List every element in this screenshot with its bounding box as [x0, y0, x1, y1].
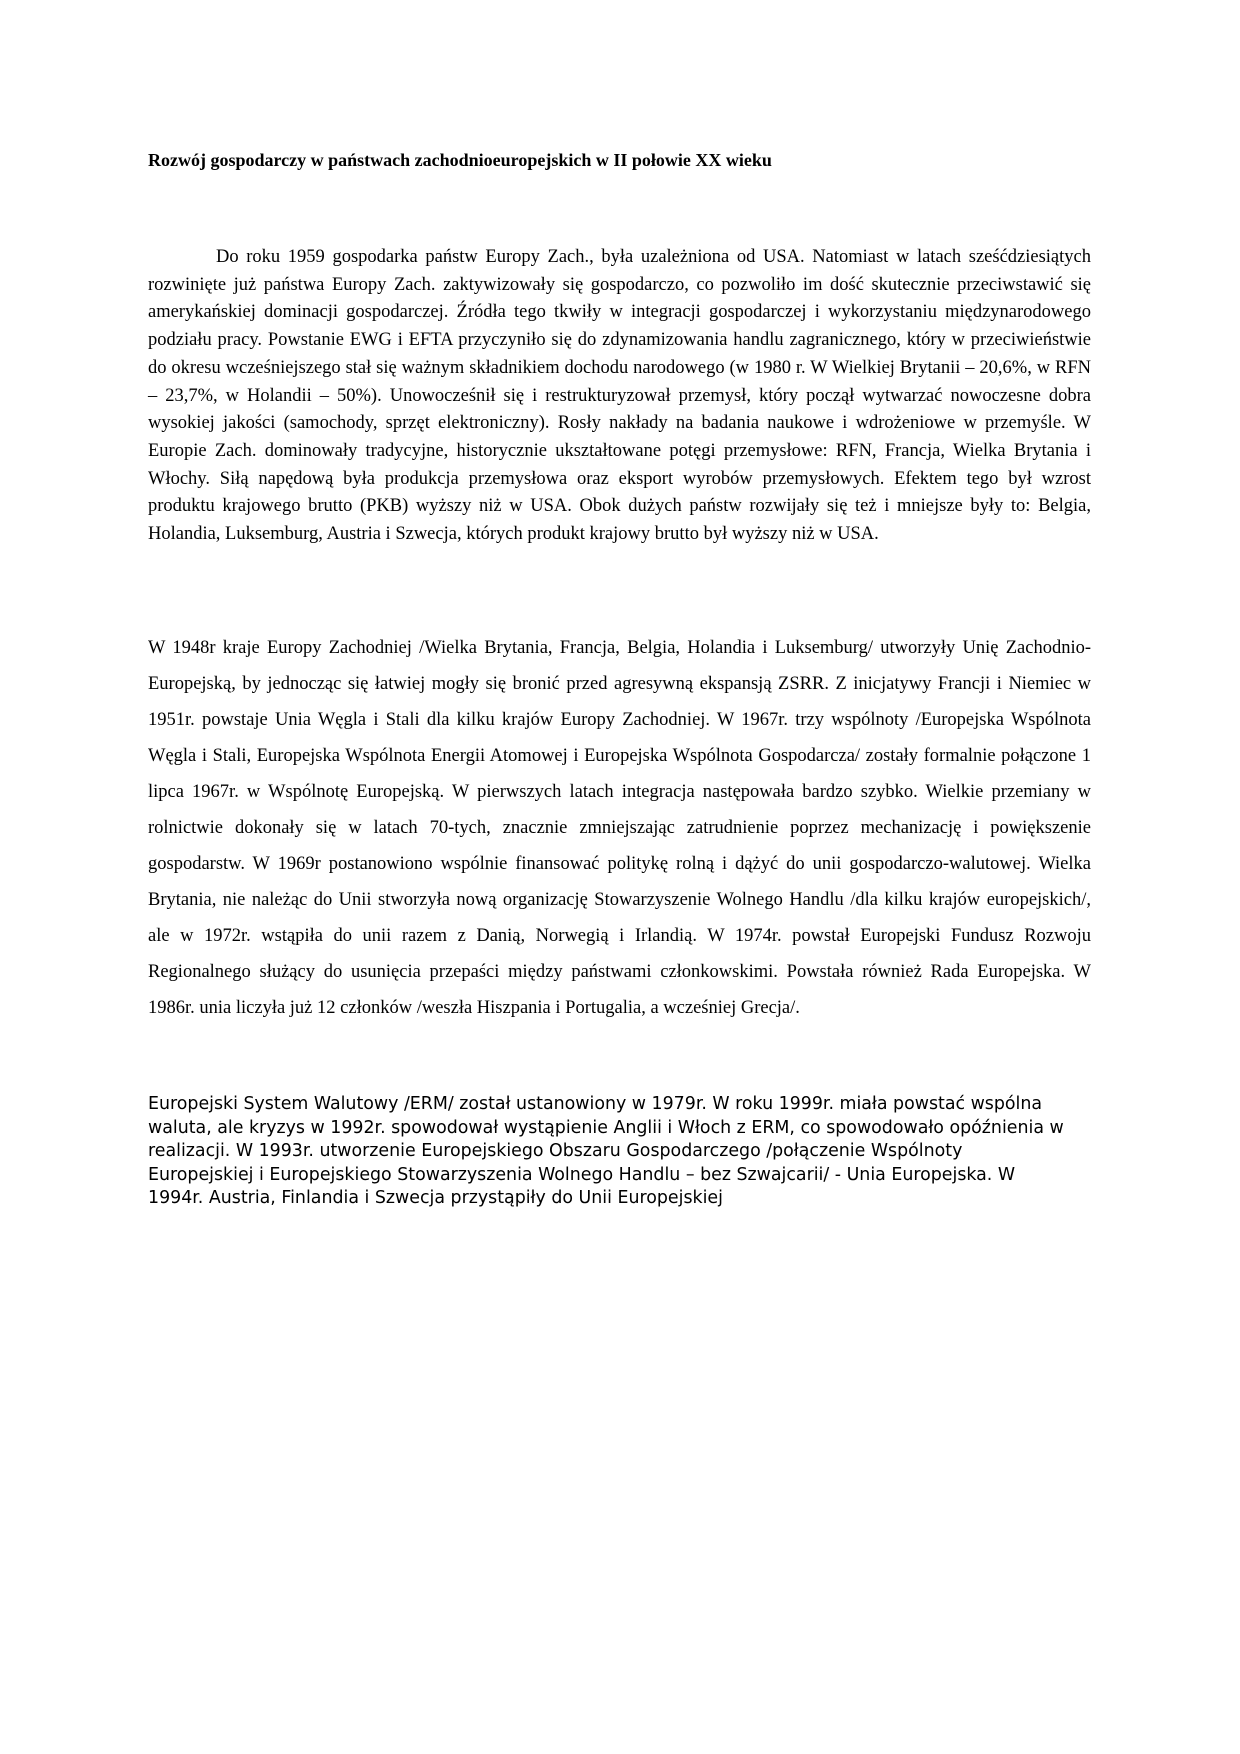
paragraph-european-integration: W 1948r kraje Europy Zachodniej /Wielka Brytania, Francja, Belgia, Holandia i Luksemburg/ utworzyły Unię Zachodnio-Europejską, by jednocząc się łatwiej mogły się bronić przed agresywną ekspansją ZSRR. Z inicjatywy Francji i Niemiec w 1951r. powstaje Unia Węgla i Stali dla kilku krajów Europy Zachodniej. W 1967r. trzy wspólnoty /Europejska Wspólnota Węgla i Stali, Europejska Wspólnota Energii Atomowej i Europejska Wspólnota Gospodarcza/ zostały formalnie połączone 1 lipca 1967r. w Wspólnotę Europejską. W pierwszych latach integracja następowała bardzo szybko. Wielkie przemiany w rolnictwie dokonały się w latach 70-tych, znacznie zmniejszając zatrudnienie poprzez mechanizację i powiększenie gospodarstw. W 1969r postanowiono wspólnie finansować politykę rolną i dążyć do unii gospodarczo-walutowej. Wielka Brytania, nie należąc do Unii stworzyła nową organizację Stowarzyszenie Wolnego Handlu /dla kilku krajów europejskich/, ale w 1972r. wstąpiła do unii razem z Danią, Norwegią i Irlandią. W 1974r. powstał Europejski Fundusz Rozwoju Regionalnego służący do usunięcia przepaści między państwami członkowskimi. Powstała również Rada Europejska. W 1986r. unia liczyła już 12 członków /weszła Hiszpania i Portugalia, a wcześniej Grecja/.: [148, 638, 1091, 1018]
paragraph-monetary-system: Europejski System Walutowy /ERM/ został ustanowiony w 1979r. W roku 1999r. miała powstać wspólna waluta, ale kryzys w 1992r. spowodował wystąpienie Anglii i Włoch z ERM, co spowodowało opóźnienia w realizacji. W 1993r. utworzenie Europejskiego Obszaru Gospodarczego /połączenie Wspólnoty Europejskiej i Europejskiego Stowarzyszenia Wolnego Handlu – bez Szwajcarii/ - Unia Europejska. W 1994r. Austria, Finlandia i Szwecja przystąpiły do Unii Europejskiej: [148, 1094, 1064, 1208]
paragraph-economic-development: Do roku 1959 gospodarka państw Europy Zach., była uzależniona od USA. Natomiast w latach sześćdziesiątych rozwinięte już państwa Europy Zach. zaktywizowały się gospodarczo, co pozwoliło im dość skutecznie przeciwstawić się amerykańskiej dominacji gospodarczej. Źródła tego tkwiły w integracji gospodarczej i wykorzystaniu międzynarodowego podziału pracy. Powstanie EWG i EFTA przyczyniło się do zdynamizowania handlu zagranicznego, który w przeciwieństwie do okresu wcześniejszego stał się ważnym składnikiem dochodu narodowego (w 1980 r. W Wielkiej Brytanii – 20,6%, w RFN – 23,7%, w Holandii – 50%). Unowocześnił się i restrukturyzował przemysł, który począł wytwarzać nowoczesne dobra wysokiej jakości (samochody, sprzęt elektroniczny). Rosły nakłady na badania naukowe i wdrożeniowe w przemyśle. W Europie Zach. dominowały tradycyjne, historycznie ukształtowane potęgi przemysłowe: RFN, Francja, Wielka Brytania i Włochy. Siłą napędową była produkcja przemysłowa oraz eksport wyrobów przemysłowych. Efektem tego był wzrost produktu krajowego brutto (PKB) wyższy niż w USA. Obok dużych państw rozwijały się też i mniejsze były to: Belgia, Holandia, Luksemburg, Austria i Szwecja, których produkt krajowy brutto był wyższy niż w USA.: [148, 247, 1091, 545]
document-title: Rozwój gospodarczy w państwach zachodnioeuropejskich w II połowie XX wieku: [148, 150, 772, 170]
